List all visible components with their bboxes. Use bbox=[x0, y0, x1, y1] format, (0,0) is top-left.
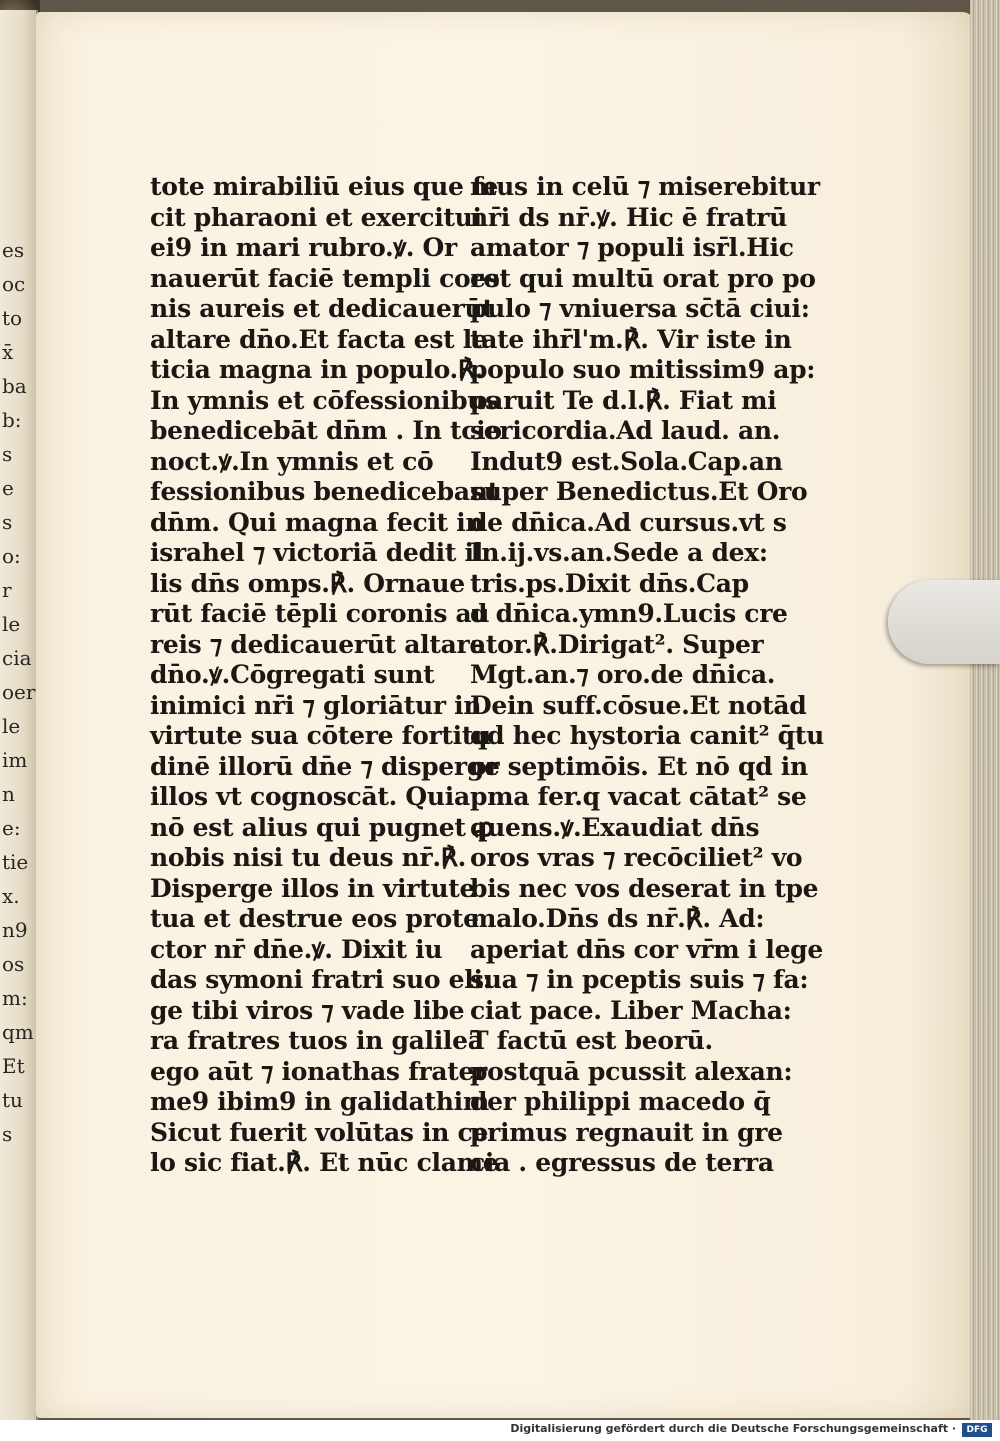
prev-page-fragment: x̄ bbox=[2, 340, 14, 364]
text-line: ra fratres tuos in galileā bbox=[150, 1026, 484, 1055]
text-line: quens.ꝟ.Exaudiat dn̄s bbox=[470, 812, 760, 842]
prev-page-fragment: im bbox=[2, 748, 28, 772]
text-line: oros vras ⁊ recōciliet² vo bbox=[470, 843, 803, 872]
text-line: In ymnis et cōfessionibus bbox=[150, 385, 499, 415]
text-line: tote mirabiliū eius que fe bbox=[150, 172, 499, 201]
text-line: pma fer.q vacat cātat² se bbox=[470, 782, 807, 811]
prev-page-fragment: x. bbox=[2, 884, 20, 908]
text-line: dn̄m. Qui magna fecit in bbox=[150, 507, 484, 537]
prev-page-fragment: tie bbox=[2, 850, 29, 874]
text-line: postquā pcussit alexan: bbox=[470, 1056, 793, 1086]
prev-page-fragment: es bbox=[2, 238, 25, 262]
prev-page-fragment: s bbox=[2, 442, 13, 466]
text-line: aperiat dn̄s cor vr̄m i lege bbox=[470, 934, 823, 964]
text-line: sua ⁊ in pceptis suis ⁊ fa: bbox=[470, 965, 809, 994]
footer-bar bbox=[0, 1420, 1000, 1441]
text-line: lo sic fiat.℟. Et nūc clame bbox=[150, 1148, 499, 1177]
text-line: ge tibi viros ⁊ vade libe bbox=[150, 995, 465, 1025]
text-line: pulo ⁊ vniuersa sc̄tā ciui: bbox=[470, 294, 810, 323]
text-line: nr̄i ds nr̄.ꝟ. Hic ē fratrū bbox=[470, 202, 788, 232]
text-line: Indut9 est.Sola.Cap.an bbox=[470, 446, 783, 476]
text-line: ei9 in mari rubro.ꝟ. Or bbox=[150, 233, 457, 262]
prev-page-fragment: oer bbox=[2, 680, 36, 704]
funding-credit: Digitalisierung gefördert durch die Deutsche Forschungsgemeinschaft · bbox=[510, 1422, 956, 1435]
prev-page-fragment: m: bbox=[2, 986, 28, 1010]
previous-page-edge bbox=[0, 10, 38, 1420]
text-line: malo.Dn̄s ds nr̄.℟. Ad: bbox=[470, 904, 765, 933]
text-line: amator ⁊ populi isr̄l.Hic bbox=[470, 233, 794, 262]
prev-page-fragment: tu bbox=[2, 1088, 23, 1112]
text-line: tate ihr̄l'm.℟. Vir iste in bbox=[470, 324, 792, 354]
text-line: ator.℟.Dirigat². Super bbox=[470, 629, 764, 659]
text-line: qd hec hystoria canit² q̄tu bbox=[470, 721, 824, 750]
text-line: ctor nr̄ dn̄e.ꝟ. Dixit iu bbox=[150, 934, 443, 964]
prev-page-fragment: oc bbox=[2, 272, 26, 296]
text-line: illos vt cognoscāt. Quia bbox=[150, 782, 470, 811]
text-line: Disperge illos in virtute bbox=[150, 873, 476, 903]
text-line: paruit Te d.l.℟. Fiat mi bbox=[470, 385, 777, 415]
prev-page-fragment: e: bbox=[2, 816, 21, 840]
prev-page-fragment: ba bbox=[2, 374, 27, 398]
right-text-column bbox=[470, 172, 824, 1179]
dfg-logo: DFG bbox=[962, 1423, 992, 1437]
text-line: israhel ⁊ victoriā dedit il bbox=[150, 538, 483, 567]
text-line: ticia magna in populo.℟. bbox=[150, 355, 484, 384]
left-text-column bbox=[150, 172, 502, 1179]
text-line: cit pharaoni et exercitui bbox=[150, 202, 482, 232]
prev-page-fragment: o: bbox=[2, 544, 21, 568]
prev-page-fragment: n bbox=[2, 782, 15, 806]
text-line: nō est alius qui pugnet ꝓ bbox=[150, 812, 494, 842]
text-line: dn̄o.ꝟ.Cōgregati sunt bbox=[150, 660, 435, 689]
text-line: altare dn̄o.Et facta est le bbox=[150, 324, 488, 354]
prev-page-fragment: to bbox=[2, 306, 23, 330]
text-line: ciat pace. Liber Macha: bbox=[470, 995, 792, 1025]
prev-page-fragment: Et bbox=[2, 1054, 25, 1078]
text-line: nobis nisi tu deus nr̄.℟. bbox=[150, 843, 466, 872]
page-block-edge bbox=[970, 0, 1000, 1420]
prev-page-fragment: cia bbox=[2, 646, 32, 670]
text-line: est qui multū orat pro po bbox=[470, 263, 816, 293]
text-line: rūt faciē tēpli coronis au bbox=[150, 599, 490, 628]
text-line: fessionibus benedicebant bbox=[150, 477, 499, 506]
text-line: virtute sua cōtere fortitu bbox=[150, 721, 491, 750]
prev-page-fragment: r bbox=[2, 578, 12, 602]
prev-page-fragment: s bbox=[2, 510, 13, 534]
text-line: sericordia.Ad laud. an. bbox=[470, 416, 781, 445]
prev-page-fragment: b: bbox=[2, 408, 22, 432]
text-line: de dn̄ica.Ad cursus.vt s bbox=[470, 507, 787, 537]
text-line: tris.ps.Dixit dn̄s.Cap bbox=[470, 568, 749, 598]
prev-page-fragment: s bbox=[2, 1122, 13, 1146]
text-line: Sicut fuerit volūtas in ce bbox=[150, 1117, 489, 1147]
text-line: reis ⁊ dedicauerūt altare bbox=[150, 629, 485, 659]
text-line: nis aureis et dedicauerūt bbox=[150, 294, 494, 323]
text-line: ego aūt ⁊ ionathas frater bbox=[150, 1056, 488, 1086]
text-line: der philippi macedo q̄ bbox=[470, 1087, 771, 1116]
text-line: bis nec vos deserat in tpe bbox=[470, 873, 819, 903]
text-line: dinē illorū dn̄e ⁊ disperge bbox=[150, 751, 500, 781]
text-line: nauerūt faciē templi coro bbox=[150, 263, 500, 293]
text-line: das symoni fratri suo eli: bbox=[150, 965, 492, 994]
text-line: populo suo mitissim9 ap: bbox=[470, 355, 816, 384]
text-line: or septimōis. Et nō qd in bbox=[470, 751, 808, 781]
text-line: Dein suff.cōsue.Et notād bbox=[470, 690, 807, 720]
text-line: Mgt.an.⁊ oro.de dn̄ica. bbox=[470, 660, 776, 689]
text-line: inimici nr̄i ⁊ gloriātur in bbox=[150, 690, 482, 720]
text-line: mus in celū ⁊ miserebitur bbox=[470, 172, 820, 201]
text-line: tua et destrue eos prote : bbox=[150, 904, 497, 933]
prev-page-fragment: qm bbox=[2, 1020, 34, 1044]
text-line: noct.ꝟ.In ymnis et cō bbox=[150, 446, 434, 476]
text-line: T factū est beorū. bbox=[470, 1026, 713, 1055]
text-line: super Benedictus.Et Oro bbox=[470, 477, 808, 506]
prev-page-fragment: le bbox=[2, 714, 21, 738]
text-line: benedicebāt dn̄m . In tcio bbox=[150, 416, 502, 445]
text-line: cia . egressus de terra bbox=[470, 1148, 774, 1177]
text-line: me9 ibim9 in galidathim bbox=[150, 1087, 489, 1116]
prev-page-fragment: n9 bbox=[2, 918, 28, 942]
text-line: In.ij.vs.an.Sede a dex: bbox=[470, 538, 768, 567]
text-line: primus regnauit in gre bbox=[470, 1117, 783, 1147]
text-line: lis dn̄s omps.℟. Ornaue bbox=[150, 568, 465, 598]
prev-page-fragment: e bbox=[2, 476, 14, 500]
page-clip bbox=[888, 580, 1000, 664]
prev-page-fragment: os bbox=[2, 952, 25, 976]
prev-page-fragment: le bbox=[2, 612, 21, 636]
text-line: d dn̄ica.ymn9.Lucis cre bbox=[470, 599, 788, 628]
